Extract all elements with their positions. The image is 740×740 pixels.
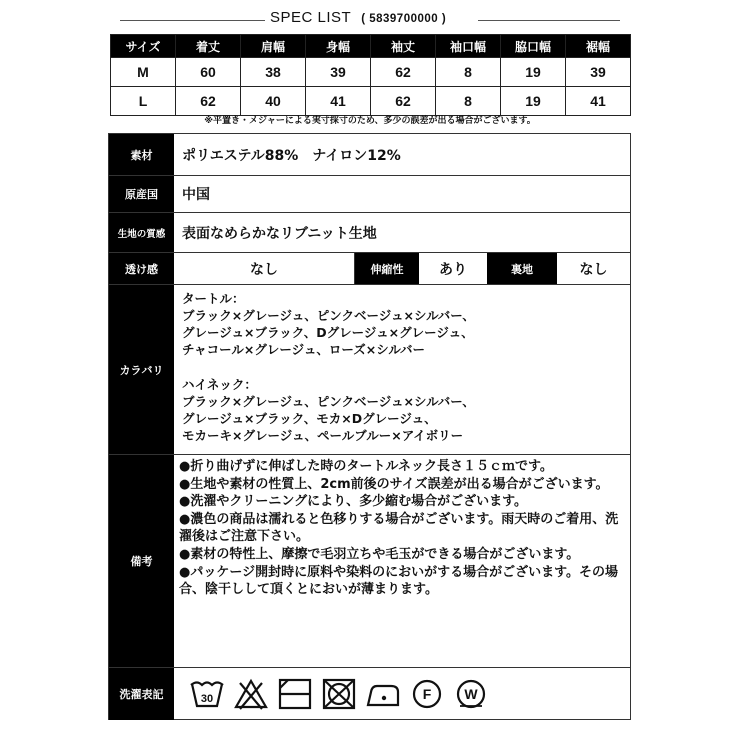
table-cell: 19	[501, 58, 566, 87]
color-variations	[182, 285, 475, 444]
wet-clean-w-icon	[453, 676, 489, 712]
material-row	[109, 134, 630, 176]
remarks-text: ●折り曲げずに伸ばした時のタートルネック長さ１５ｃｍです。 ●生地や素材の性質上、2cm前後のサイズ誤差が出る場合がございます。 ●洗濯やクリーニングにより、多少縮む場合がございます。 ●濃色の商品は濡れると色移りする場合がございます。雨天時のご着用、洗濯後はご注意下さい。 ●素材の特性上、摩擦で毛羽立ちや毛玉ができる場合がございます。 ●パッケージ開封時に原料や染料のにおいがする場合がございます。その場合、陰干しして頂くとにおいが薄まります。	[179, 459, 619, 598]
spec-table	[108, 133, 631, 720]
wet-clean-letter: W	[464, 686, 478, 702]
dry-clean-f-icon	[409, 676, 445, 712]
colors-row	[109, 285, 630, 455]
table-cell: 41	[306, 87, 371, 116]
table-row	[111, 58, 631, 87]
table-cell: 62	[176, 87, 241, 116]
table-cell: 8	[436, 87, 501, 116]
title-rule-right	[478, 20, 620, 21]
table-cell: 39	[566, 58, 631, 87]
size-cell: L	[111, 87, 176, 116]
care-row	[109, 668, 630, 720]
colors-value	[182, 285, 624, 454]
table-row	[111, 87, 631, 116]
care-label: 洗濯表記	[109, 668, 174, 720]
table-cell: 60	[176, 58, 241, 87]
care-icons	[189, 668, 489, 720]
list-item: グレージュ×ブラック、モカ×Dグレージュ、	[182, 411, 437, 426]
size-table	[110, 34, 631, 116]
list-item: ブラック×グレージュ、ピンクベージュ×シルバー、	[182, 394, 475, 409]
origin-value: 中国	[182, 187, 210, 203]
table-cell: 62	[371, 58, 436, 87]
no-bleach-icon	[233, 676, 269, 712]
table-cell: 19	[501, 87, 566, 116]
texture-value: 表面なめらかなリブニット生地	[182, 225, 377, 242]
table-cell: 40	[241, 87, 306, 116]
stretch-label: 伸縮性	[355, 253, 419, 284]
stretch-value: あり	[439, 261, 467, 278]
table-cell: 41	[566, 87, 631, 116]
colors-label: カラバリ	[109, 285, 174, 454]
remarks-value	[179, 455, 626, 667]
header-armhole: 脇口幅	[501, 35, 566, 58]
low-iron-icon	[365, 676, 401, 712]
turtle-title: タートル：	[182, 291, 245, 306]
title-rule-left	[120, 20, 265, 21]
properties-row	[109, 253, 630, 285]
texture-label: 生地の質感	[109, 213, 174, 252]
dry-clean-letter: F	[422, 686, 432, 702]
lining-label: 裏地	[487, 253, 557, 284]
shade-dry-flat-icon	[277, 676, 313, 712]
remarks-label: 備考	[109, 455, 174, 667]
size-table-header	[111, 35, 631, 58]
list-item: チャコール×グレージュ、ローズ×シルバー	[182, 342, 426, 357]
wash-temp-text: 30	[200, 693, 214, 705]
list-item: グレージュ×ブラック、Dグレージュ×グレージュ、	[182, 325, 474, 340]
wash-30-icon	[189, 676, 225, 712]
lining-value: なし	[579, 261, 608, 278]
table-cell: 38	[241, 58, 306, 87]
title-label: SPEC LIST	[270, 9, 352, 26]
page-title	[270, 9, 446, 26]
size-note: ※平置き・メジャーによる実寸採寸のため、多少の誤差が出る場合がございます。	[204, 116, 536, 126]
texture-row	[109, 213, 630, 253]
table-cell: 39	[306, 58, 371, 87]
list-item: モカーキ×グレージュ、ペールブルー×アイボリー	[182, 428, 464, 443]
origin-label: 原産国	[109, 176, 174, 212]
product-code: ( 5839700000 )	[361, 13, 447, 25]
material-value: ポリエステル88% ナイロン12%	[182, 147, 401, 164]
table-cell: 62	[371, 87, 436, 116]
no-tumble-dry-icon	[321, 676, 357, 712]
header-size: サイズ	[111, 35, 176, 58]
remarks-row	[109, 455, 630, 668]
header-chest: 身幅	[306, 35, 371, 58]
material-label: 素材	[109, 134, 174, 175]
size-cell: M	[111, 58, 176, 87]
header-hem: 裾幅	[566, 35, 631, 58]
highneck-title: ハイネック：	[182, 377, 257, 392]
spec-list-header	[0, 8, 740, 32]
header-sleeve: 袖丈	[371, 35, 436, 58]
list-item: ブラック×グレージュ、ピンクベージュ×シルバー、	[182, 308, 475, 323]
sheer-label: 透け感	[109, 253, 174, 284]
header-length: 着丈	[176, 35, 241, 58]
origin-row	[109, 176, 630, 213]
table-cell: 8	[436, 58, 501, 87]
sheer-value: なし	[250, 261, 278, 278]
header-cuff: 袖口幅	[436, 35, 501, 58]
spacer	[182, 358, 475, 376]
header-shoulder: 肩幅	[241, 35, 306, 58]
